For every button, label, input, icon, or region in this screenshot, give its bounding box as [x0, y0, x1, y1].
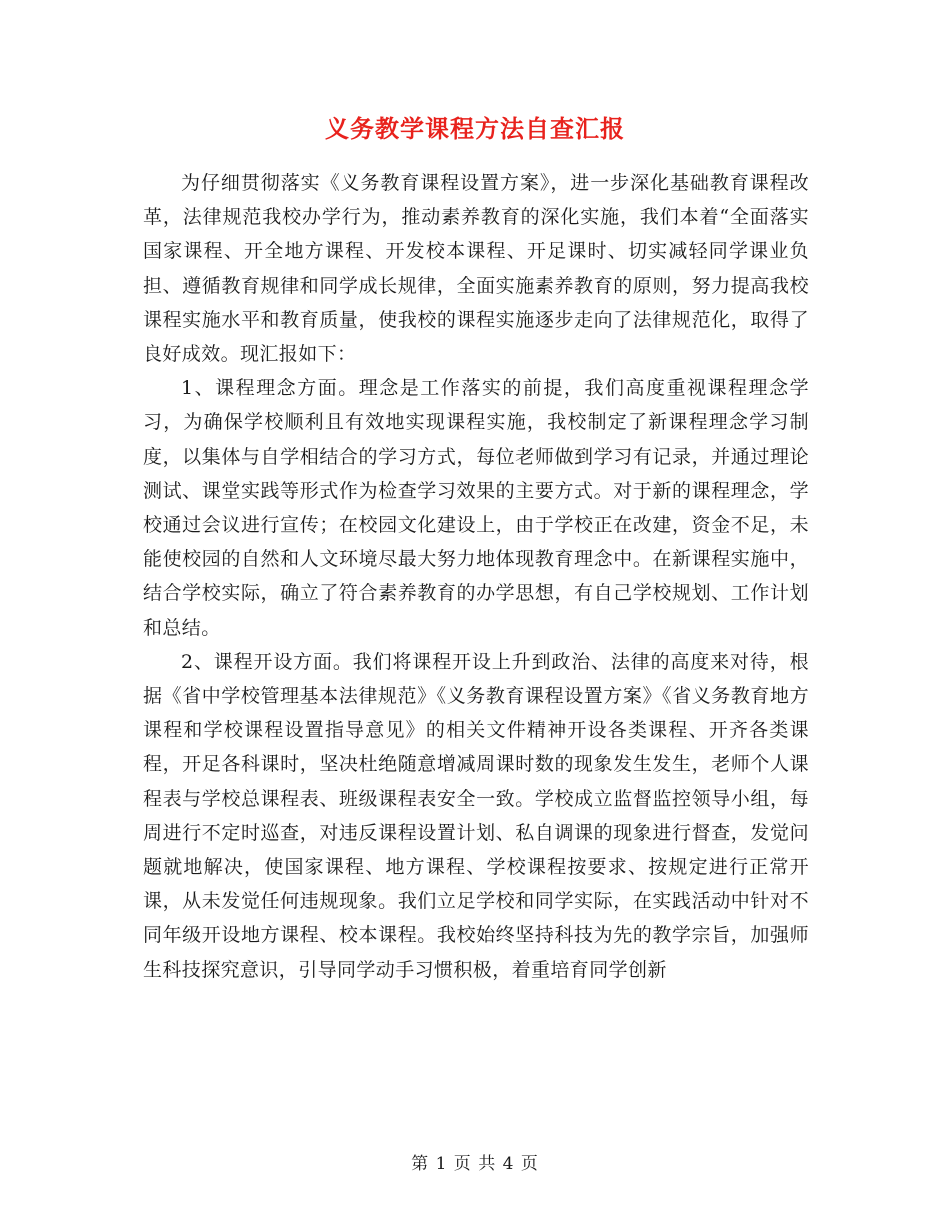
- paragraph-intro: 为仔细贯彻落实《义务教育课程设置方案》，进一步深化基础教育课程改革，法律规范我校办学行为，推动素养教育的深化实施，我们本着“全面落实国家课程、开全地方课程、开发校本课程、开足课时、切实减轻同学课业负担、遵循教育规律和同学成长规律，全面实施素养教育的原则，努力提高我校课程实施水平和教育质量，使我校的课程实施逐步走向了法律规范化，取得了良好成效。现汇报如下：: [143, 172, 809, 366]
- document-body: [143, 166, 809, 987]
- page-number-footer: 第 1 页 共 4 页: [411, 1154, 539, 1174]
- paragraph-curriculum-philosophy: 1、课程理念方面。理念是工作落实的前提，我们高度重视课程理念学习，为确保学校顺利且有效地实现课程实施，我校制定了新课程理念学习制度，以集体与自学相结合的学习方式，每位老师做到学习有记录，并通过理论测试、课堂实践等形式作为检查学习效果的主要方式。对于新的课程理念，学校通过会议进行宣传；在校园文化建设上，由于学校正在改建，资金不足，未能使校园的自然和人文环境尽最大努力地体现教育理念中。在新课程实施中，结合学校实际，确立了符合素养教育的办学思想，有自己学校规划、工作计划和总结。: [143, 377, 809, 639]
- document-title: 义务教学课程方法自查汇报: [325, 114, 625, 143]
- paragraph-curriculum-offering: 2、课程开设方面。我们将课程开设上升到政治、法律的高度来对待，根据《省中学校管理基本法律规范》《义务教育课程设置方案》《省义务教育地方课程和学校课程设置指导意见》的相关文件精神开设各类课程、开齐各类课程，开足各科课时，坚决杜绝随意增减周课时数的现象发生发生，老师个人课程表与学校总课程表、班级课程表安全一致。学校成立监督监控领导小组，每周进行不定时巡查，对违反课程设置计划、私自调课的现象进行督查，发觉问题就地解决，使国家课程、地方课程、学校课程按要求、按规定进行正常开课，从未发觉任何违规现象。我们立足学校和同学实际，在实践活动中针对不同年级开设地方课程、校本课程。我校始终坚持科技为先的教学宗旨，加强师生科技探究意识，引导同学动手习惯积极，着重培育同学创新: [143, 650, 809, 981]
